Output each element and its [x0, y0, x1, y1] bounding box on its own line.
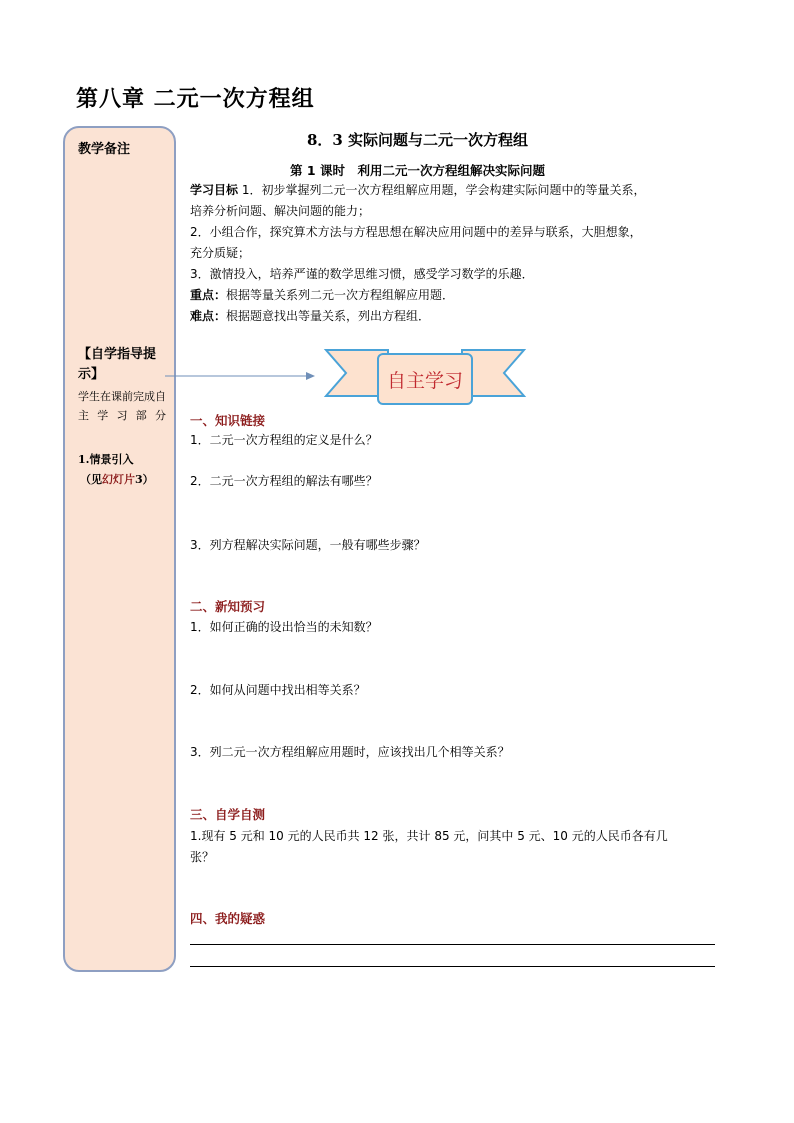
difficulty-line [190, 306, 720, 327]
objective-1a: 1．初步掌握列二元一次方程组解应用题，学会构建实际问题中的等量关系， [238, 183, 646, 197]
objectives-label: 学习目标 [190, 183, 239, 197]
teaching-notes-sidebar [63, 126, 176, 972]
preview-question-2: 2．如何从问题中找出相等关系？ [190, 683, 366, 697]
section-new-knowledge: 二、新知预习 [190, 599, 266, 614]
objective-line-1 [190, 180, 720, 201]
banner-text: 自主学习 [386, 370, 464, 392]
sidebar-note: 学生在课前完成自主学习部分 [78, 390, 166, 422]
difficulty-text: 根据题意找出等量关系，列出方程组． [226, 309, 431, 323]
answer-line-1 [190, 944, 715, 945]
sidebar-intro: 1.情景引入 [78, 453, 134, 466]
key-point-line [190, 285, 720, 306]
key-point-text: 根据等量关系列二元一次方程组解应用题． [226, 288, 455, 302]
knowledge-question-2: 2．二元一次方程组的解法有哪些？ [190, 474, 378, 488]
chapter-title: 第八章 二元一次方程组 [76, 87, 315, 112]
section-my-doubts: 四、我的疑惑 [190, 911, 266, 926]
sidebar-ref-open: （见 [80, 473, 102, 486]
preview-question-3: 3．列二元一次方程组解应用题时，应该找出几个相等关系？ [190, 745, 510, 759]
knowledge-question-1: 1．二元一次方程组的定义是什么？ [190, 433, 378, 447]
sidebar-slide-reference [80, 471, 154, 487]
section-self-test: 三、自学自测 [190, 807, 266, 822]
objective-2a: 2．小组合作，探究算术方法与方程思想在解决应用问题中的差异与联系，大胆想象， [190, 225, 642, 239]
sidebar-ref-highlight: 幻灯片 [102, 473, 135, 486]
lesson-subtitle: 第 1 课时 利用二元一次方程组解决实际问题 [290, 163, 545, 178]
section-knowledge-link: 一、知识链接 [190, 413, 266, 428]
pointer-arrow-icon [165, 370, 315, 382]
self-study-banner [322, 348, 528, 408]
preview-question-1: 1．如何正确的设出恰当的未知数？ [190, 620, 378, 634]
key-point-label: 重点： [190, 288, 227, 302]
answer-line-2 [190, 966, 715, 967]
sidebar-self-study-tip: 【自学指导提示】 [78, 347, 157, 382]
self-test-question-1a: 1.现有 5 元和 10 元的人民币共 12 张，共计 85 元，问其中 5 元、10 元的人民币各有几 [190, 829, 668, 843]
self-test-question-1b: 张？ [190, 850, 215, 864]
sidebar-title: 教学备注 [78, 142, 131, 157]
sidebar-ref-close: 3） [135, 473, 154, 486]
knowledge-question-3: 3．列方程解决实际问题，一般有哪些步骤？ [190, 538, 426, 552]
objective-3: 3．激情投入，培养严谨的数学思维习惯，感受学习数学的乐趣． [190, 267, 534, 281]
lesson-title: 8．3 实际问题与二元一次方程组 [306, 131, 529, 149]
difficulty-label: 难点： [190, 309, 227, 323]
objective-2b: 充分质疑； [190, 246, 251, 260]
objective-1b: 培养分析问题、解决问题的能力； [190, 204, 371, 218]
